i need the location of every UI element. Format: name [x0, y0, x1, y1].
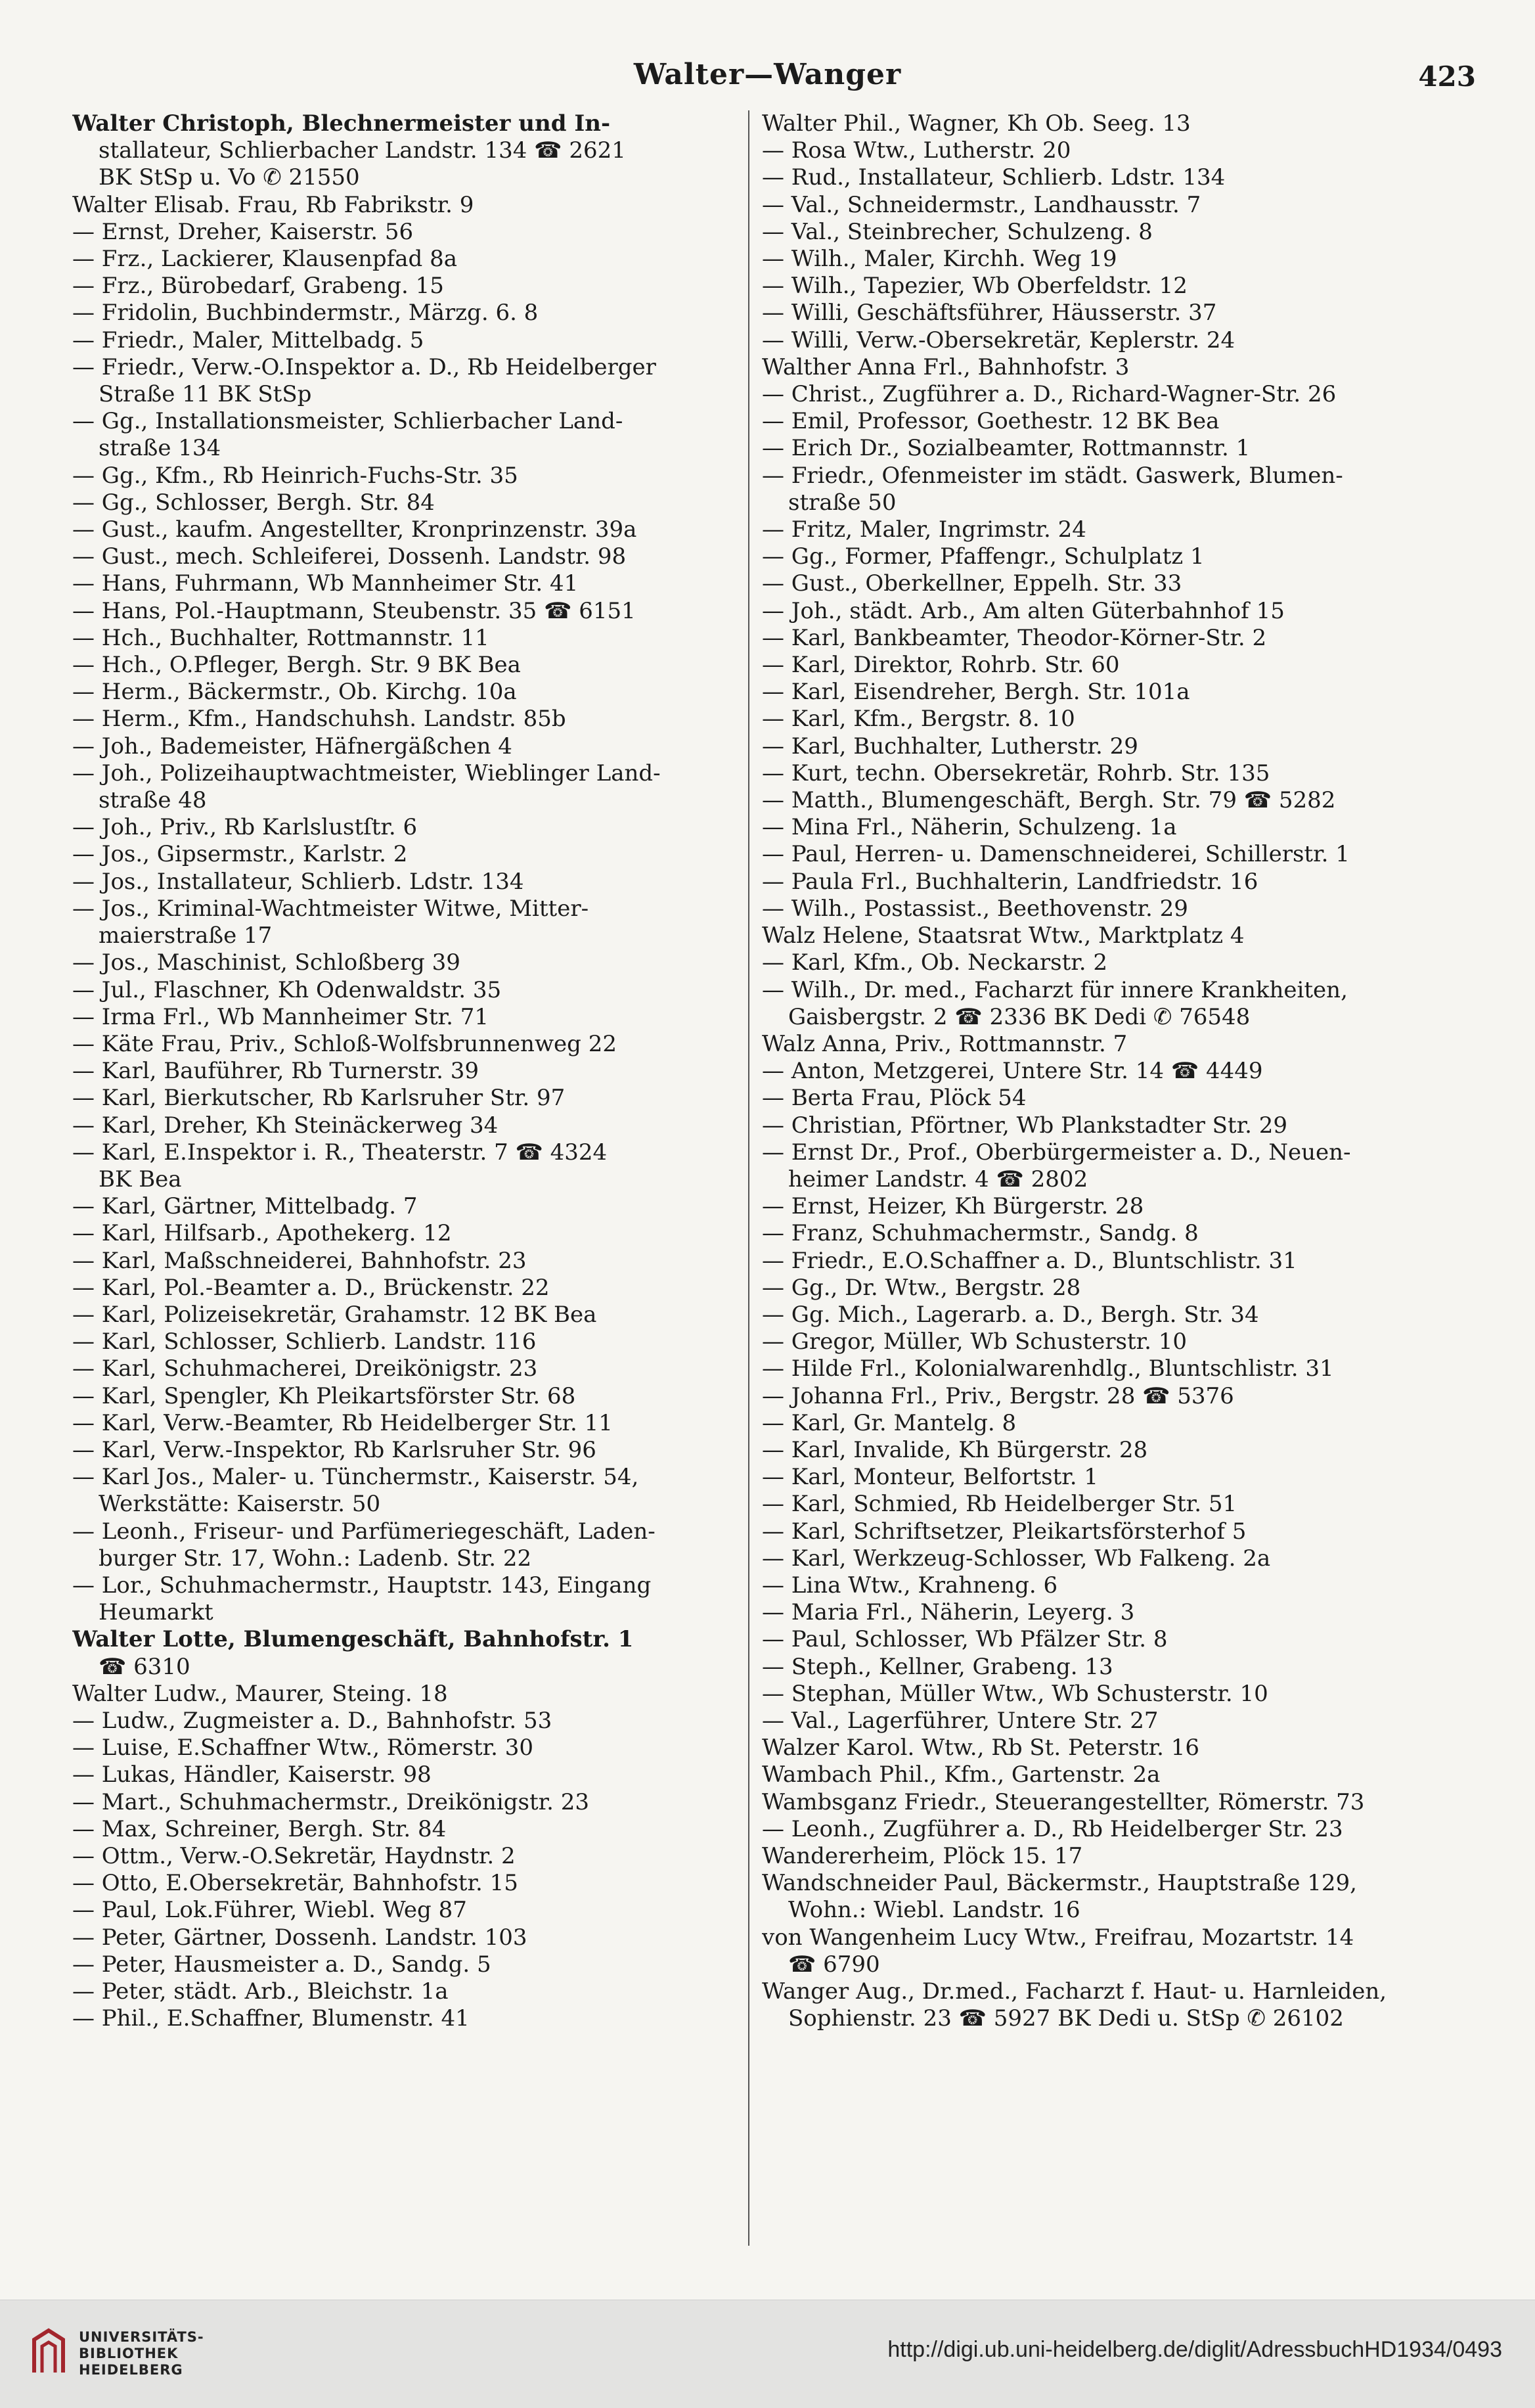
directory-entry: — Hch., Buchhalter, Rottmannstr. 11: [72, 624, 489, 651]
directory-entry: — Karl, Gr. Mantelg. 8: [762, 1409, 1017, 1436]
directory-entry: BK StSp u. Vo ✆ 21550: [99, 164, 360, 191]
directory-entry: — Gregor, Müller, Wb Schusterstr. 10: [762, 1329, 1188, 1355]
directory-entry: — Jos., Kriminal-Wachtmeister Witwe, Mitter-: [72, 895, 589, 922]
directory-entry: — Emil, Professor, Goethestr. 12 BK Bea: [762, 408, 1220, 435]
directory-entry: — Kurt, techn. Obersekretär, Rohrb. Str. 135: [762, 760, 1270, 786]
directory-entry: — Karl, Verw.-Inspektor, Rb Karlsruher Str. 96: [72, 1436, 596, 1463]
directory-entry: ☎ 6310: [99, 1653, 190, 1680]
directory-entry: — Paul, Schlosser, Wb Pfälzer Str. 8: [762, 1626, 1168, 1653]
directory-entry: — Stephan, Müller Wtw., Wb Schusterstr. 10: [762, 1680, 1268, 1707]
directory-entry: — Friedr., Ofenmeister im städt. Gaswerk, Blumen-: [762, 462, 1343, 489]
directory-entry: — Karl, Schmied, Rb Heidelberger Str. 51: [762, 1491, 1237, 1518]
directory-entry: — Frz., Lackierer, Klausenpfad 8a: [72, 246, 457, 273]
directory-entry: von Wangenheim Lucy Wtw., Freifrau, Mozartstr. 14: [762, 1924, 1354, 1951]
directory-entry: — Karl, Schriftsetzer, Pleikartsförsterhof 5: [762, 1518, 1247, 1545]
directory-entry: — Jos., Installateur, Schlierb. Ldstr. 134: [72, 868, 524, 895]
directory-entry: — Käte Frau, Priv., Schloß-Wolfsbrunnenweg 22: [72, 1030, 617, 1057]
university-library-logo-icon: [29, 2327, 68, 2378]
directory-entry: — Peter, städt. Arb., Bleichstr. 1a: [72, 1978, 449, 2005]
directory-entry: — Gust., kaufm. Angestellter, Kronprinzenstr. 39a: [72, 516, 637, 543]
directory-entry: burger Str. 17, Wohn.: Ladenb. Str. 22: [99, 1545, 532, 1572]
directory-entry: — Joh., Priv., Rb Karlslustſtr. 6: [72, 814, 418, 841]
directory-entry: — Val., Schneidermstr., Landhausstr. 7: [762, 191, 1201, 218]
directory-entry: — Paula Frl., Buchhalterin, Landfriedstr. 16: [762, 868, 1258, 895]
directory-entry: Heumarkt: [99, 1599, 213, 1626]
library-name-line: BIBLIOTHEK: [79, 2346, 179, 2361]
page-number: 423: [1418, 60, 1476, 93]
directory-entry: Wanger Aug., Dr.med., Facharzt f. Haut- u. Harnleiden,: [762, 1978, 1387, 2005]
library-name-line: HEIDELBERG: [79, 2362, 183, 2378]
directory-entry: — Val., Steinbrecher, Schulzeng. 8: [762, 218, 1153, 245]
directory-entry: — Gust., mech. Schleiferei, Dossenh. Landstr. 98: [72, 543, 627, 570]
directory-entry: — Mart., Schuhmachermstr., Dreikönigstr. 23: [72, 1788, 589, 1815]
directory-entry: Werkstätte: Kaiserstr. 50: [99, 1491, 381, 1518]
directory-entry: — Gg., Schlosser, Bergh. Str. 84: [72, 489, 435, 516]
directory-entry: — Willi, Verw.-Obersekretär, Keplerstr. 24: [762, 327, 1235, 353]
directory-entry: — Anton, Metzgerei, Untere Str. 14 ☎ 4449: [762, 1058, 1263, 1085]
directory-entry: — Karl Jos., Maler- u. Tünchermstr., Kaiserstr. 54,: [72, 1464, 639, 1491]
source-url-link[interactable]: http://digi.ub.uni-heidelberg.de/diglit/AdressbuchHD1934/0493: [887, 2337, 1502, 2362]
directory-entry: Walz Anna, Priv., Rottmannstr. 7: [762, 1030, 1128, 1057]
directory-entry: — Wilh., Dr. med., Facharzt für innere Krankheiten,: [762, 976, 1348, 1003]
directory-entry: — Gg., Dr. Wtw., Bergstr. 28: [762, 1274, 1081, 1301]
directory-entry: Gaisbergstr. 2 ☎ 2336 BK Dedi ✆ 76548: [788, 1003, 1251, 1030]
directory-entry: — Karl, Polizeisekretär, Grahamstr. 12 BK Bea: [72, 1301, 597, 1328]
directory-entry: — Rud., Installateur, Schlierb. Ldstr. 134: [762, 164, 1226, 191]
directory-entry: — Christ., Zugführer a. D., Richard-Wagner-Str. 26: [762, 381, 1337, 408]
directory-entry: — Karl, Schlosser, Schlierb. Landstr. 116: [72, 1329, 537, 1355]
directory-entry: — Karl, Kfm., Ob. Neckarstr. 2: [762, 949, 1108, 976]
directory-entry: Walter Lotte, Blumengeschäft, Bahnhofstr. 1: [72, 1626, 634, 1653]
directory-entry: — Maria Frl., Näherin, Leyerg. 3: [762, 1599, 1135, 1626]
directory-entry: — Karl, Kfm., Bergstr. 8. 10: [762, 706, 1075, 733]
directory-entry: Wandererheim, Plöck 15. 17: [762, 1843, 1083, 1869]
directory-entry: Walz Helene, Staatsrat Wtw., Marktplatz 4: [762, 922, 1245, 949]
directory-entry: Wambach Phil., Kfm., Gartenstr. 2a: [762, 1761, 1161, 1788]
directory-entry: straße 50: [788, 489, 897, 516]
directory-entry: — Friedr., Maler, Mittelbadg. 5: [72, 327, 424, 353]
directory-entry: — Luise, E.Schaffner Wtw., Römerstr. 30: [72, 1735, 533, 1761]
directory-entry: — Frz., Bürobedarf, Grabeng. 15: [72, 273, 444, 300]
directory-entry: Walter Phil., Wagner, Kh Ob. Seeg. 13: [762, 110, 1191, 137]
directory-entry: — Karl, Schuhmacherei, Dreikönigstr. 23: [72, 1355, 538, 1382]
column-divider: [748, 110, 749, 2246]
directory-entry: — Rosa Wtw., Lutherstr. 20: [762, 137, 1071, 164]
directory-entry: — Ludw., Zugmeister a. D., Bahnhofstr. 53: [72, 1707, 552, 1734]
directory-entry: — Gg., Installationsmeister, Schlierbacher Land-: [72, 408, 623, 435]
directory-entry: Walter Christoph, Blechnermeister und In-: [72, 110, 611, 137]
directory-entry: — Karl, Monteur, Belfortstr. 1: [762, 1464, 1099, 1491]
directory-entry: stallateur, Schlierbacher Landstr. 134 ☎ 2621: [99, 137, 626, 164]
directory-entry: Wandschneider Paul, Bäckermstr., Hauptstraße 129,: [762, 1870, 1357, 1897]
directory-entry: Straße 11 BK StSp: [99, 381, 312, 408]
directory-entry: Walther Anna Frl., Bahnhofstr. 3: [762, 353, 1130, 380]
viewer-footer: [0, 2300, 1535, 2408]
directory-entry: — Hans, Pol.-Hauptmann, Steubenstr. 35 ☎ 6151: [72, 597, 636, 624]
directory-entry: — Lukas, Händler, Kaiserstr. 98: [72, 1761, 432, 1788]
directory-entry: — Karl, E.Inspektor i. R., Theaterstr. 7 ☎ 4324: [72, 1139, 608, 1166]
directory-entry: Wambsganz Friedr., Steuerangestellter, Römerstr. 73: [762, 1788, 1365, 1815]
directory-entry: — Ottm., Verw.-O.Sekretär, Haydnstr. 2: [72, 1843, 516, 1869]
directory-entry: Sophienstr. 23 ☎ 5927 BK Dedi u. StSp ✆ 26102: [788, 2005, 1344, 2032]
directory-entry: — Karl, Dreher, Kh Steinäckerweg 34: [72, 1112, 499, 1139]
directory-entry: straße 134: [99, 435, 221, 462]
directory-entry: Wohn.: Wiebl. Landstr. 16: [788, 1897, 1080, 1924]
directory-entry: — Paul, Lok.Führer, Wiebl. Weg 87: [72, 1897, 467, 1924]
directory-entry: — Ernst, Dreher, Kaiserstr. 56: [72, 218, 414, 245]
directory-entry: — Hans, Fuhrmann, Wb Mannheimer Str. 41: [72, 570, 579, 597]
directory-entry: — Gg., Kfm., Rb Heinrich-Fuchs-Str. 35: [72, 462, 518, 489]
directory-entry: — Herm., Kfm., Handschuhsh. Landstr. 85b: [72, 706, 566, 733]
directory-entry: — Karl, Bauführer, Rb Turnerstr. 39: [72, 1058, 479, 1085]
directory-entry: — Wilh., Tapezier, Wb Oberfeldstr. 12: [762, 273, 1188, 300]
entry-columns: [72, 110, 1425, 2246]
directory-entry: — Lor., Schuhmachermstr., Hauptstr. 143, Eingang: [72, 1572, 652, 1599]
directory-entry: — Karl, Bankbeamter, Theodor-Körner-Str. 2: [762, 624, 1267, 651]
directory-entry: — Christian, Pförtner, Wb Plankstadter Str. 29: [762, 1112, 1287, 1139]
library-name: [79, 2329, 204, 2378]
directory-entry: — Gg. Mich., Lagerarb. a. D., Bergh. Str. 34: [762, 1301, 1259, 1328]
directory-entry: BK Bea: [99, 1166, 182, 1193]
directory-entry: — Hch., O.Pfleger, Bergh. Str. 9 BK Bea: [72, 652, 521, 679]
directory-entry: — Franz, Schuhmachermstr., Sandg. 8: [762, 1220, 1199, 1247]
directory-entry: Walzer Karol. Wtw., Rb St. Peterstr. 16: [762, 1735, 1199, 1761]
directory-entry: — Karl, Verw.-Beamter, Rb Heidelberger Str. 11: [72, 1409, 613, 1436]
directory-entry: — Peter, Gärtner, Dossenh. Landstr. 103: [72, 1924, 527, 1951]
directory-entry: — Leonh., Zugführer a. D., Rb Heidelberger Str. 23: [762, 1815, 1343, 1842]
directory-entry: — Karl, Werkzeug-Schlosser, Wb Falkeng. 2a: [762, 1545, 1271, 1572]
directory-entry: — Jos., Maschinist, Schloßberg 39: [72, 949, 460, 976]
directory-entry: — Otto, E.Obersekretär, Bahnhofstr. 15: [72, 1870, 518, 1897]
directory-entry: — Val., Lagerführer, Untere Str. 27: [762, 1707, 1159, 1734]
directory-entry: — Karl, Invalide, Kh Bürgerstr. 28: [762, 1436, 1148, 1463]
directory-entry: — Ernst Dr., Prof., Oberbürgermeister a. D., Neuen-: [762, 1139, 1351, 1166]
directory-entry: maierstraße 17: [99, 922, 273, 949]
directory-entry: — Joh., städt. Arb., Am alten Güterbahnhof 15: [762, 597, 1285, 624]
directory-entry: — Karl, Bierkutscher, Rb Karlsruher Str. 97: [72, 1085, 566, 1112]
directory-entry: — Ernst, Heizer, Kh Bürgerstr. 28: [762, 1193, 1144, 1220]
directory-entry: Walter Ludw., Maurer, Steing. 18: [72, 1680, 448, 1707]
directory-entry: — Karl, Maßschneiderei, Bahnhofstr. 23: [72, 1247, 527, 1274]
directory-entry: — Karl, Eisendreher, Bergh. Str. 101a: [762, 679, 1190, 706]
directory-entry: — Karl, Gärtner, Mittelbadg. 7: [72, 1193, 418, 1220]
directory-entry: — Karl, Buchhalter, Lutherstr. 29: [762, 733, 1138, 760]
directory-entry: — Fridolin, Buchbindermstr., Märzg. 6. 8: [72, 300, 539, 327]
directory-entry: — Karl, Spengler, Kh Pleikartsförster Str. 68: [72, 1382, 576, 1409]
directory-entry: — Wilh., Postassist., Beethovenstr. 29: [762, 895, 1188, 922]
directory-entry: ☎ 6790: [788, 1951, 880, 1978]
directory-entry: — Herm., Bäckermstr., Ob. Kirchg. 10a: [72, 679, 517, 706]
library-name-line: UNIVERSITÄTS-: [79, 2329, 204, 2345]
directory-entry: — Gg., Former, Pfaffengr., Schulplatz 1: [762, 543, 1205, 570]
directory-entry: — Steph., Kellner, Grabeng. 13: [762, 1653, 1113, 1680]
directory-entry: — Max, Schreiner, Bergh. Str. 84: [72, 1815, 447, 1842]
directory-entry: — Matth., Blumengeschäft, Bergh. Str. 79 ☎ 5282: [762, 787, 1336, 814]
directory-entry: — Mina Frl., Näherin, Schulzeng. 1a: [762, 814, 1177, 841]
directory-entry: — Erich Dr., Sozialbeamter, Rottmannstr. 1: [762, 435, 1251, 462]
directory-entry: — Hilde Frl., Kolonialwarenhdlg., Bluntschlistr. 31: [762, 1355, 1334, 1382]
directory-entry: — Wilh., Maler, Kirchh. Weg 19: [762, 246, 1117, 273]
directory-entry: — Karl, Pol.-Beamter a. D., Brückenstr. 22: [72, 1274, 550, 1301]
directory-entry: — Willi, Geschäftsführer, Häusserstr. 37: [762, 300, 1217, 327]
directory-entry: — Jos., Gipsermstr., Karlstr. 2: [72, 841, 408, 868]
right-column: [762, 110, 1425, 2246]
directory-entry: — Berta Frau, Plöck 54: [762, 1085, 1027, 1112]
directory-entry: — Karl, Hilfsarb., Apothekerg. 12: [72, 1220, 452, 1247]
left-column: [72, 110, 736, 2246]
directory-entry: — Leonh., Friseur- und Parfümeriegeschäft, Laden-: [72, 1518, 656, 1545]
directory-entry: — Friedr., E.O.Schaffner a. D., Bluntschlistr. 31: [762, 1247, 1297, 1274]
directory-entry: straße 48: [99, 787, 207, 814]
directory-entry: heimer Landstr. 4 ☎ 2802: [788, 1166, 1088, 1193]
directory-entry: — Joh., Bademeister, Häfnergäßchen 4: [72, 733, 512, 760]
directory-entry: — Peter, Hausmeister a. D., Sandg. 5: [72, 1951, 491, 1978]
directory-entry: — Irma Frl., Wb Mannheimer Str. 71: [72, 1003, 489, 1030]
running-head: Walter—Wanger: [633, 58, 902, 91]
directory-entry: — Gust., Oberkellner, Eppelh. Str. 33: [762, 570, 1182, 597]
directory-entry: — Fritz, Maler, Ingrimstr. 24: [762, 516, 1086, 543]
directory-entry: — Lina Wtw., Krahneng. 6: [762, 1572, 1058, 1599]
directory-entry: — Phil., E.Schaffner, Blumenstr. 41: [72, 2005, 470, 2032]
directory-entry: — Johanna Frl., Priv., Bergstr. 28 ☎ 5376: [762, 1382, 1234, 1409]
directory-entry: — Paul, Herren- u. Damenschneiderei, Schillerstr. 1: [762, 841, 1350, 868]
directory-entry: — Karl, Direktor, Rohrb. Str. 60: [762, 652, 1120, 679]
directory-entry: — Jul., Flaschner, Kh Odenwaldstr. 35: [72, 976, 502, 1003]
directory-entry: — Friedr., Verw.-O.Inspektor a. D., Rb Heidelberger: [72, 353, 656, 380]
directory-entry: — Joh., Polizeihauptwachtmeister, Wieblinger Land-: [72, 760, 661, 786]
directory-entry: Walter Elisab. Frau, Rb Fabrikstr. 9: [72, 191, 474, 218]
